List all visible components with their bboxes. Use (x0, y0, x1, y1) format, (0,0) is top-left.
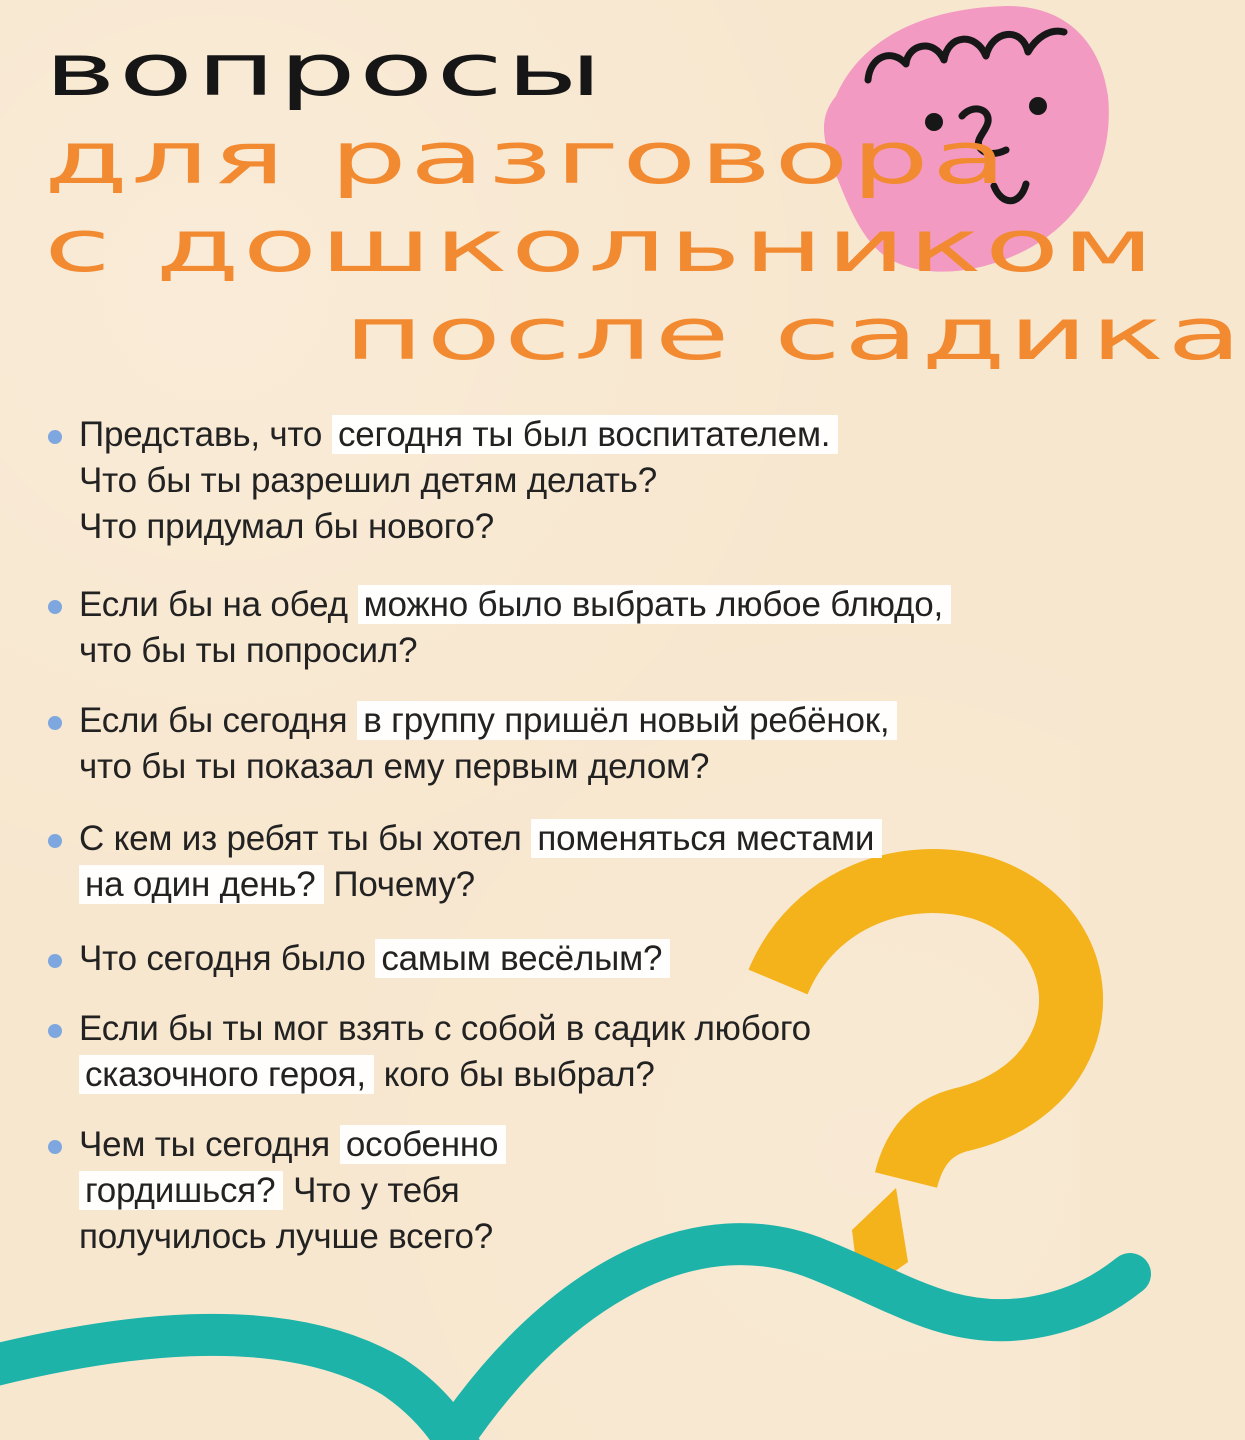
plain-text: Что у тебя (293, 1171, 460, 1210)
question-line (79, 698, 897, 744)
highlighted-text: сказочного героя, (79, 1055, 374, 1094)
highlighted-text: особенно (340, 1125, 506, 1164)
highlighted-text: в группу пришёл новый ребёнок, (357, 701, 897, 740)
bullet-dot-icon (48, 1140, 62, 1154)
title-line-2: для разговора (44, 115, 1010, 201)
question-line (79, 862, 475, 908)
question-line (79, 936, 670, 982)
question-line: Что придумал бы нового? (79, 507, 495, 546)
question-line (79, 1122, 506, 1168)
question-line: Если бы ты мог взять с собой в садик любого (79, 1009, 811, 1048)
highlighted-text: на один день? (79, 865, 324, 904)
question-line (79, 1052, 655, 1098)
question-line: что бы ты показал ему первым делом? (79, 747, 710, 786)
plain-text: кого бы выбрал? (383, 1055, 655, 1094)
highlighted-text: самым весёлым? (375, 939, 670, 978)
title-line-1: вопросы (44, 27, 606, 113)
question-line (79, 582, 951, 628)
bullet-dot-icon (48, 834, 62, 848)
plain-text: Если бы на обед (79, 585, 348, 624)
bullet-dot-icon (48, 954, 62, 968)
question-line (79, 1168, 459, 1214)
question-line: что бы ты попросил? (79, 631, 418, 670)
question-line (79, 412, 838, 458)
highlighted-text: можно было выбрать любое блюдо, (358, 585, 951, 624)
question-line: Что бы ты разрешил детям делать? (79, 461, 657, 500)
bullet-dot-icon (48, 600, 62, 614)
question-line (79, 816, 882, 862)
plain-text: Чем ты сегодня (79, 1125, 331, 1164)
plain-text: Почему? (333, 865, 475, 904)
plain-text: С кем из ребят ты бы хотел (79, 819, 522, 858)
highlighted-text: сегодня ты был воспитателем. (332, 415, 838, 454)
highlighted-text: гордишься? (79, 1171, 283, 1210)
title-line-4: после садика (344, 291, 1245, 377)
plain-text: Что сегодня было (79, 939, 366, 978)
title-line-3: с дошкольником (44, 203, 1157, 289)
bullet-dot-icon (48, 716, 62, 730)
plain-text: Представь, что (79, 415, 323, 454)
bullet-dot-icon (48, 430, 62, 444)
question-line: получилось лучше всего? (79, 1217, 494, 1256)
highlighted-text: поменяться местами (531, 819, 882, 858)
bullet-dot-icon (48, 1024, 62, 1038)
plain-text: Если бы сегодня (79, 701, 348, 740)
